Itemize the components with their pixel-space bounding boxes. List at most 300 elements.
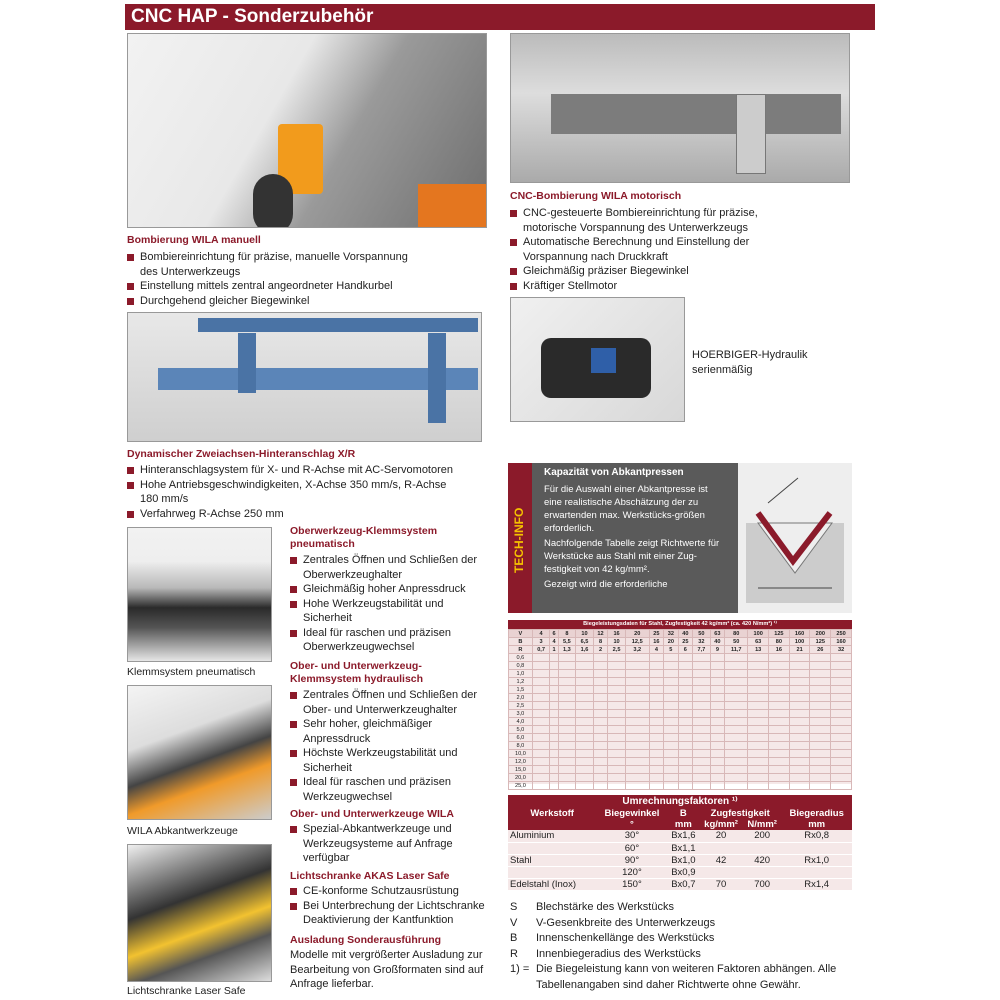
- table-cell: [558, 654, 576, 662]
- table-cell: 10,0: [509, 750, 533, 758]
- table-cell: [693, 750, 711, 758]
- table-cell: [748, 750, 769, 758]
- table-cell: Bx1,1: [668, 842, 700, 854]
- table-cell: [810, 710, 831, 718]
- table-cell: [769, 694, 790, 702]
- table-cell: [710, 678, 724, 686]
- hinteranschlag-list: [127, 463, 457, 521]
- table-cell: [664, 694, 678, 702]
- table-cell: [748, 670, 769, 678]
- table-cell: [789, 678, 810, 686]
- table-cell: [550, 742, 558, 750]
- lichtschranke-title: Lichtschranke AKAS Laser Safe: [290, 870, 450, 882]
- table-cell: [748, 686, 769, 694]
- table-cell: [625, 686, 649, 694]
- table-cell: 16: [649, 638, 663, 646]
- table-cell: [748, 734, 769, 742]
- table-row: [509, 718, 852, 726]
- table-cell: [831, 694, 852, 702]
- table-cell: [593, 654, 607, 662]
- table-cell: [593, 750, 607, 758]
- table-cell: [532, 758, 550, 766]
- list-item: Höchste Werkzeugstabilität und Sicherheit: [290, 746, 495, 775]
- table-cell: [693, 742, 711, 750]
- table-cell: [810, 678, 831, 686]
- table-cell: [593, 726, 607, 734]
- table-cell: Edelstahl (Inox): [508, 878, 596, 890]
- table-cell: [789, 686, 810, 694]
- tech-info-title: Kapazität von Abkantpressen: [544, 467, 684, 478]
- table-cell: [558, 662, 576, 670]
- table-cell: [532, 678, 550, 686]
- lichtschranke-list: [290, 884, 490, 928]
- table-cell: [664, 742, 678, 750]
- table-cell: [625, 782, 649, 790]
- table-cell: [550, 654, 558, 662]
- table-cell: [678, 710, 692, 718]
- table-cell: [678, 694, 692, 702]
- table-cell: [593, 742, 607, 750]
- table-cell: [725, 694, 748, 702]
- table-cell: [693, 686, 711, 694]
- table-header: Biegeradius: [781, 808, 852, 819]
- table-cell: [725, 758, 748, 766]
- table-cell: 420: [743, 854, 781, 866]
- table-cell: 16: [769, 646, 790, 654]
- table-cell: [710, 742, 724, 750]
- table-cell: [608, 742, 626, 750]
- table-cell: [593, 718, 607, 726]
- table-row: [509, 654, 852, 662]
- table-cell: [725, 742, 748, 750]
- table-cell: [664, 766, 678, 774]
- table-cell: [664, 734, 678, 742]
- legend-item: [510, 931, 855, 947]
- table-cell: [550, 702, 558, 710]
- table-unit: mm: [668, 819, 700, 830]
- table-cell: [810, 782, 831, 790]
- legend-key: B: [510, 932, 518, 944]
- list-item: CNC-gesteuerte Bombiereinrichtung für präzise, motorische Vorspannung des Unterwerkzeugs: [510, 206, 800, 235]
- table-cell: [831, 766, 852, 774]
- table-cell: [649, 710, 663, 718]
- legend-item: [510, 962, 855, 993]
- table-cell: [608, 654, 626, 662]
- table-cell: [558, 726, 576, 734]
- table-cell: [664, 782, 678, 790]
- table-cell: [649, 750, 663, 758]
- table-cell: 5,5: [558, 638, 576, 646]
- ausladung-title: Ausladung Sonderausführung: [290, 934, 442, 946]
- table-unit: °: [596, 819, 667, 830]
- table-cell: [576, 774, 594, 782]
- table-cell: [769, 742, 790, 750]
- table-cell: [710, 710, 724, 718]
- table-cell: [678, 686, 692, 694]
- table-cell: [693, 782, 711, 790]
- list-item: Automatische Berechnung und Einstellung der Vorspannung nach Druckkraft: [510, 235, 800, 264]
- list-item: Bombiereinrichtung für präzise, manuelle Vorspannung des Unterwerkzeugs: [127, 250, 427, 279]
- list-item: Hohe Antriebsgeschwindigkeiten, X-Achse 350 mm/s, R-Achse 180 mm/s: [127, 478, 457, 507]
- table-cell: [625, 710, 649, 718]
- conversion-title: Umrechnungsfaktoren ¹⁾: [508, 795, 852, 808]
- table-cell: [649, 686, 663, 694]
- table-cell: 4: [532, 630, 550, 638]
- table-cell: [608, 686, 626, 694]
- table-cell: [664, 678, 678, 686]
- table-cell: [550, 686, 558, 694]
- table-cell: 100: [748, 630, 769, 638]
- table-cell: [748, 678, 769, 686]
- table-cell: [789, 766, 810, 774]
- table-cell: [693, 718, 711, 726]
- wila-photo: [127, 685, 272, 820]
- table-row: [509, 702, 852, 710]
- table-cell: [693, 710, 711, 718]
- table-cell: 0,7: [532, 646, 550, 654]
- table-cell: [608, 694, 626, 702]
- table-cell: [532, 670, 550, 678]
- hinteranschlag-title: Dynamischer Zweiachsen-Hinteranschlag X/R: [127, 448, 356, 460]
- table-cell: [649, 782, 663, 790]
- table-cell: Rx1,4: [781, 878, 852, 890]
- table-cell: [532, 694, 550, 702]
- table-cell: [532, 686, 550, 694]
- table-cell: [710, 782, 724, 790]
- hydraulik-photo: [510, 297, 685, 422]
- table-cell: [769, 710, 790, 718]
- legend-value: Innenbiegeradius des Werkstücks: [536, 947, 701, 960]
- table-cell: [831, 670, 852, 678]
- lichtschranke-caption: Lichtschranke Laser Safe: [127, 985, 246, 997]
- table-cell: [831, 758, 852, 766]
- table-cell: [532, 710, 550, 718]
- table-cell: 200: [810, 630, 831, 638]
- table-cell: [649, 670, 663, 678]
- list-item: Zentrales Öffnen und Schließen der Ober- und Unterwerkzeughalter: [290, 688, 495, 717]
- table-cell: [710, 734, 724, 742]
- tech-info-body: Für die Auswahl einer Abkantpresse ist eine realistische Abschätzung der zu erwartenden max. Werkstücks-größen erforderlich. Nachfolgende Tabelle zeigt Richtwerte für Werkstücke aus Stahl mit einer Zug-festigkeit von 42 kg/mm². Gezeigt wird die erforderliche: [544, 484, 720, 590]
- table-cell: [748, 710, 769, 718]
- table-cell: [710, 750, 724, 758]
- table-cell: [649, 718, 663, 726]
- table-cell: [625, 670, 649, 678]
- table-cell: [810, 726, 831, 734]
- table-cell: 1,3: [558, 646, 576, 654]
- table-cell: [725, 718, 748, 726]
- legend-key: R: [510, 947, 518, 960]
- table-cell: [532, 742, 550, 750]
- table-cell: [789, 702, 810, 710]
- table-cell: 6: [550, 630, 558, 638]
- lichtschranke-photo: [127, 844, 272, 982]
- table-cell: [748, 662, 769, 670]
- table-cell: Aluminium: [508, 830, 596, 842]
- table-cell: 6: [678, 646, 692, 654]
- table-cell: [576, 734, 594, 742]
- table-cell: [550, 782, 558, 790]
- table-cell: [693, 670, 711, 678]
- legend-item: [510, 916, 855, 932]
- table-cell: 3,2: [625, 646, 649, 654]
- table-cell: [748, 782, 769, 790]
- table-unit: [508, 819, 596, 830]
- table-cell: [831, 710, 852, 718]
- bombierung-motorisch-list: [510, 206, 800, 293]
- table-cell: [789, 782, 810, 790]
- table-cell: [831, 654, 852, 662]
- table-cell: [576, 758, 594, 766]
- table-cell: [789, 694, 810, 702]
- table-cell: [831, 718, 852, 726]
- table-cell: 125: [769, 630, 790, 638]
- table-cell: [725, 782, 748, 790]
- table-cell: [748, 766, 769, 774]
- table-cell: [625, 726, 649, 734]
- table-cell: [576, 766, 594, 774]
- table-cell: [748, 694, 769, 702]
- table-cell: [664, 758, 678, 766]
- table-cell: [710, 774, 724, 782]
- table-cell: [625, 654, 649, 662]
- table-cell: 120°: [596, 866, 667, 878]
- table-row: [509, 710, 852, 718]
- list-item: Durchgehend gleicher Biegewinkel: [127, 294, 427, 309]
- legend-value: Innenschenkellänge des Werkstücks: [536, 932, 715, 944]
- table-cell: [831, 702, 852, 710]
- table-row: [509, 686, 852, 694]
- table-cell: [664, 710, 678, 718]
- table-cell: [831, 742, 852, 750]
- table-cell: [550, 694, 558, 702]
- table-cell: [550, 766, 558, 774]
- table-cell: [710, 686, 724, 694]
- table-cell: [608, 702, 626, 710]
- oberwerkzeug-list: [290, 553, 490, 655]
- table-cell: [748, 654, 769, 662]
- table-cell: [810, 750, 831, 758]
- table-row: [508, 878, 852, 890]
- table-cell: [678, 654, 692, 662]
- table-cell: [649, 774, 663, 782]
- table-cell: [508, 842, 596, 854]
- table-cell: [608, 726, 626, 734]
- table-cell: [725, 734, 748, 742]
- table-cell: [550, 710, 558, 718]
- table-cell: [576, 686, 594, 694]
- table-cell: [550, 758, 558, 766]
- table-cell: [810, 670, 831, 678]
- table-cell: [769, 766, 790, 774]
- table-cell: [558, 750, 576, 758]
- table-cell: [810, 758, 831, 766]
- table-cell: 90°: [596, 854, 667, 866]
- table-cell: 125: [810, 638, 831, 646]
- table-row: [508, 854, 852, 866]
- table-cell: [725, 670, 748, 678]
- table-cell: [789, 742, 810, 750]
- table-cell: [593, 782, 607, 790]
- table-cell: 0,6: [509, 654, 533, 662]
- table-cell: 700: [743, 878, 781, 890]
- table-header: Biegewinkel: [596, 808, 667, 819]
- table-cell: Stahl: [508, 854, 596, 866]
- table-cell: [550, 774, 558, 782]
- list-item: Verfahrweg R-Achse 250 mm: [127, 507, 457, 522]
- list-item: Ideal für raschen und präzisen Werkzeugwechsel: [290, 775, 495, 804]
- table-cell: [649, 766, 663, 774]
- table-cell: [781, 842, 852, 854]
- table-cell: [769, 678, 790, 686]
- table-cell: [558, 702, 576, 710]
- bombierung-manuell-photo: [127, 33, 487, 228]
- table-cell: [576, 726, 594, 734]
- wila-list: [290, 822, 490, 866]
- table-cell: 32: [831, 646, 852, 654]
- list-item: Zentrales Öffnen und Schließen der Oberwerkzeughalter: [290, 553, 490, 582]
- hydraulik-caption-1: HOERBIGER-Hydraulik: [692, 349, 808, 361]
- table-cell: [769, 654, 790, 662]
- table-cell: [649, 662, 663, 670]
- table-cell: [831, 734, 852, 742]
- table-cell: 10: [576, 630, 594, 638]
- table-cell: [664, 718, 678, 726]
- table-cell: [649, 694, 663, 702]
- table-cell: [649, 734, 663, 742]
- table-cell: 20,0: [509, 774, 533, 782]
- table-cell: 60°: [596, 842, 667, 854]
- table-cell: 8: [593, 638, 607, 646]
- table-cell: 1,5: [509, 686, 533, 694]
- table-cell: [608, 766, 626, 774]
- table-row: [509, 742, 852, 750]
- table-cell: [550, 726, 558, 734]
- table-cell: Rx0,8: [781, 830, 852, 842]
- table-cell: [649, 678, 663, 686]
- capacity-table: [508, 620, 852, 789]
- table-cell: [789, 662, 810, 670]
- table-cell: [693, 766, 711, 774]
- table-cell: [593, 734, 607, 742]
- table-cell: 250: [831, 630, 852, 638]
- table-cell: [725, 686, 748, 694]
- table-cell: [649, 654, 663, 662]
- table-cell: [664, 726, 678, 734]
- table-cell: [831, 726, 852, 734]
- bombierung-manuell-title: Bombierung WILA manuell: [127, 234, 261, 246]
- table-cell: 50: [725, 638, 748, 646]
- table-cell: [678, 766, 692, 774]
- table-row: [508, 842, 852, 854]
- table-cell: 12: [593, 630, 607, 638]
- table-cell: [678, 782, 692, 790]
- table-cell: [593, 774, 607, 782]
- table-row: [509, 694, 852, 702]
- table-cell: 50: [693, 630, 711, 638]
- table-cell: 4: [550, 638, 558, 646]
- table-cell: [576, 702, 594, 710]
- table-cell: 6,5: [576, 638, 594, 646]
- table-cell: 15,0: [509, 766, 533, 774]
- table-cell: [831, 678, 852, 686]
- table-cell: 9: [710, 646, 724, 654]
- table-cell: 200: [743, 830, 781, 842]
- klemmsystem-caption: Klemmsystem pneumatisch: [127, 666, 256, 678]
- list-item: Ideal für raschen und präzisen Oberwerkzeugwechsel: [290, 626, 490, 655]
- table-cell: [625, 702, 649, 710]
- table-cell: [789, 726, 810, 734]
- table-cell: [789, 710, 810, 718]
- table-cell: [678, 750, 692, 758]
- table-cell: [625, 758, 649, 766]
- table-cell: [810, 734, 831, 742]
- list-item: Gleichmäßig hoher Anpressdruck: [290, 582, 490, 597]
- table-cell: 6,0: [509, 734, 533, 742]
- table-cell: [532, 782, 550, 790]
- table-cell: [769, 750, 790, 758]
- table-cell: 2: [593, 646, 607, 654]
- table-cell: [810, 702, 831, 710]
- table-cell: Bx0,7: [668, 878, 700, 890]
- table-cell: 25,0: [509, 782, 533, 790]
- table-cell: 32: [664, 630, 678, 638]
- table-cell: [769, 734, 790, 742]
- table-cell: [678, 702, 692, 710]
- hinteranschlag-photo: [127, 312, 482, 442]
- table-cell: [710, 718, 724, 726]
- table-cell: [558, 766, 576, 774]
- table-cell: [508, 866, 596, 878]
- table-cell: 7,7: [693, 646, 711, 654]
- table-cell: 4,0: [509, 718, 533, 726]
- table-cell: [576, 718, 594, 726]
- table-cell: [558, 678, 576, 686]
- table-cell: 20: [625, 630, 649, 638]
- tech-info-tab: TECH-INFO: [508, 463, 532, 613]
- table-cell: 25: [649, 630, 663, 638]
- conversion-table: [508, 795, 852, 890]
- table-cell: [789, 758, 810, 766]
- table-unit: kg/mm²: [699, 819, 743, 830]
- table-cell: [608, 710, 626, 718]
- table-cell: [576, 662, 594, 670]
- table-cell: 12,5: [625, 638, 649, 646]
- table-cell: [532, 662, 550, 670]
- legend-value: Die Biegeleistung kann von weiteren Faktoren abhängen. Alle Tabellenangaben sind daher Richtwerte ohne Gewähr.: [536, 963, 837, 991]
- table-cell: [678, 670, 692, 678]
- table-cell: [810, 662, 831, 670]
- hydraulisch-list: [290, 688, 495, 804]
- table-cell: [693, 734, 711, 742]
- table-cell: [789, 670, 810, 678]
- table-cell: [664, 702, 678, 710]
- table-cell: [649, 742, 663, 750]
- table-cell: 160: [789, 630, 810, 638]
- table-cell: [769, 758, 790, 766]
- table-cell: [678, 718, 692, 726]
- table-cell: [678, 726, 692, 734]
- table-cell: [649, 726, 663, 734]
- table-row: [508, 866, 852, 878]
- table-cell: 13: [748, 646, 769, 654]
- legend-key: 1) =: [510, 963, 530, 975]
- table-row: [509, 726, 852, 734]
- table-cell: [693, 678, 711, 686]
- table-cell: [710, 662, 724, 670]
- table-row: [509, 678, 852, 686]
- legend-key: S: [510, 901, 518, 913]
- table-cell: [576, 670, 594, 678]
